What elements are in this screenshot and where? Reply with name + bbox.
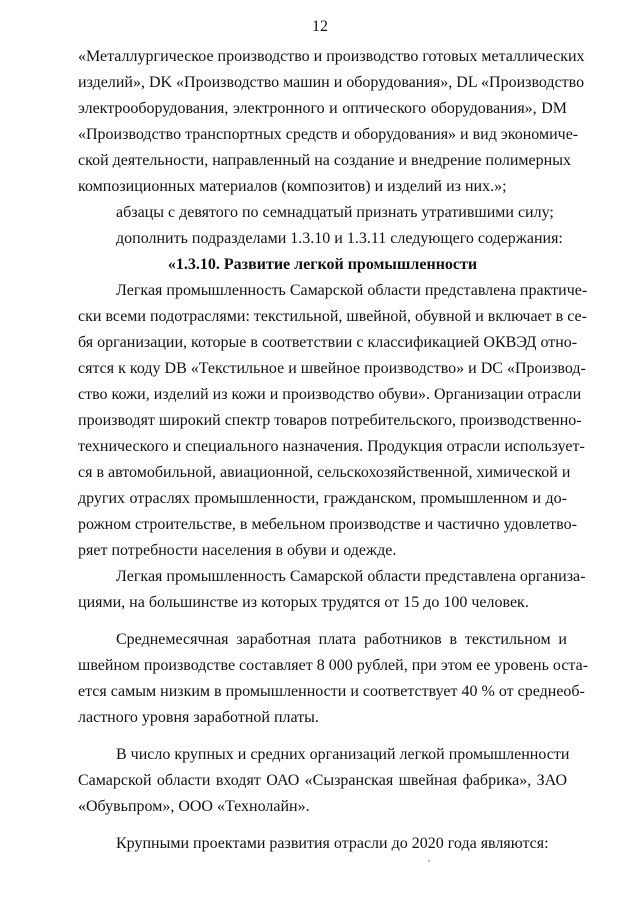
- text-line: рожном строительстве, в мебельном производстве и частично удовлетво-: [78, 516, 577, 533]
- text-line: ряет потребности населения в обуви и одежде.: [78, 542, 397, 559]
- text-line: композиционных материалов (композитов) и изделий из них.»;: [78, 178, 507, 195]
- text-line: ся в автомобильной, авиационной, сельскохозяйственной, химической и: [78, 464, 571, 481]
- text-line: технического и специального назначения. Продукция отрасли использует-: [78, 438, 585, 455]
- text-line: сятся к коду DB «Текстильное и швейное производство» и DC «Производ-: [78, 360, 586, 377]
- body-text: [78, 44, 589, 857]
- text-line: Самарской области входят ОАО «Сызранская швейная фабрика», ЗАО: [78, 772, 567, 789]
- text-line: ски всеми подотраслями: текстильной, швейной, обувной и включает в се-: [78, 308, 587, 325]
- text-line: Среднемесячная заработная плата работников в текстильном и: [116, 631, 567, 648]
- page-number: 12: [312, 18, 328, 35]
- text-line: изделий», DK «Производство машин и оборудования», DL «Производство: [78, 74, 585, 91]
- scan-speck: [428, 860, 430, 862]
- text-line: бя организации, которые в соответствии с классификацией ОКВЭД отно-: [78, 334, 578, 351]
- paragraph-gap: [78, 616, 567, 627]
- text-line: ластного уровня заработной платы.: [78, 709, 319, 726]
- text-line: ской деятельности, направленный на создание и внедрение полимерных: [78, 152, 571, 169]
- text-line: Крупными проектами развития отрасли до 2020 года являются:: [116, 835, 549, 852]
- text-line: ство кожи, изделий из кожи и производство обуви». Организации отрасли: [78, 386, 582, 403]
- text-line: электрооборудования, электронного и оптического оборудования», DM: [78, 100, 567, 117]
- text-line: других отраслях промышленности, гражданском, промышленном и до-: [78, 490, 567, 507]
- text-line: ется самым низким в промышленности и соответствует 40 % от среднеоб-: [78, 683, 585, 700]
- text-line: Легкая промышленность Самарской области представлена организа-: [116, 568, 586, 585]
- text-line: дополнить подразделами 1.3.10 и 1.3.11 следующего содержания:: [116, 230, 563, 247]
- paragraph-gap: [78, 731, 567, 742]
- text-line: швейном производстве составляет 8 000 рублей, при этом ее уровень оста-: [78, 657, 589, 674]
- text-line: производят широкий спектр товаров потребительского, производственно-: [78, 412, 582, 429]
- section-heading: «1.3.10. Развитие легкой промышленности: [167, 256, 478, 273]
- paragraph-gap: [78, 820, 567, 831]
- text-line: абзацы с девятого по семнадцатый признать утратившими силу;: [116, 204, 554, 221]
- text-line: «Металлургическое производство и производство готовых металлических: [78, 48, 585, 65]
- text-line: В число крупных и средних организаций легкой промышленности: [116, 746, 570, 763]
- text-line: «Производство транспортных средств и оборудования» и вид экономиче-: [78, 126, 579, 143]
- text-line: «Обувьпром», ООО «Технолайн».: [78, 798, 310, 815]
- text-line: циями, на большинстве из которых трудятся от 15 до 100 человек.: [78, 594, 529, 611]
- text-line: Легкая промышленность Самарской области представлена практиче-: [116, 282, 588, 299]
